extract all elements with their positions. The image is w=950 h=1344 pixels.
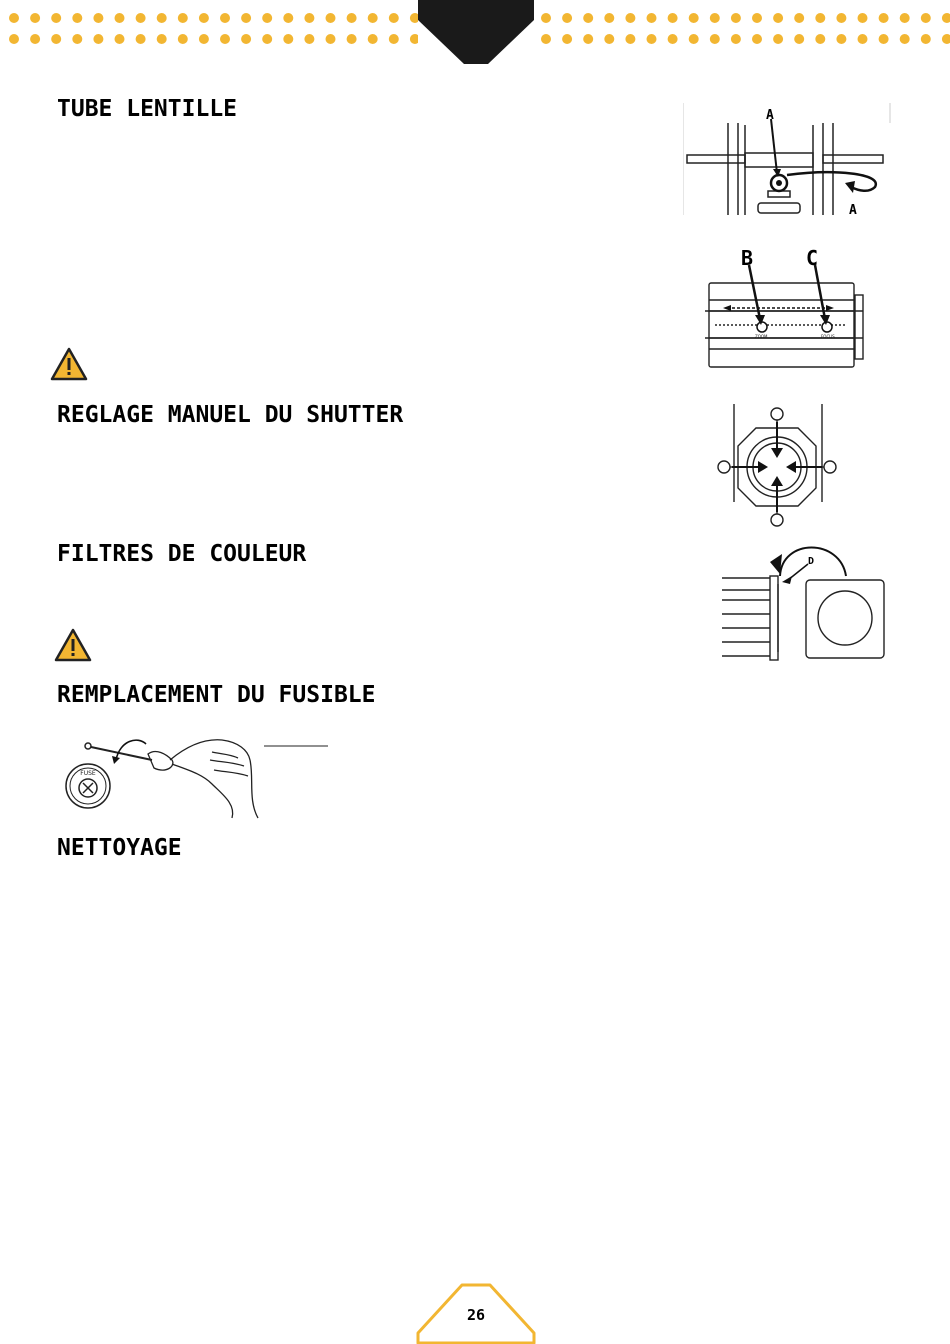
header-dot: [858, 13, 868, 23]
label-zoom: ZOOM: [755, 334, 768, 339]
header-dot: [921, 13, 931, 23]
header-dot: [304, 34, 314, 44]
header-dot: [562, 34, 572, 44]
lens-tube-figure: [683, 103, 891, 218]
header-dot: [836, 13, 846, 23]
warning-icon: [54, 628, 92, 662]
header-dot: [72, 13, 82, 23]
header-dot: [942, 13, 950, 23]
header-dot: [668, 13, 678, 23]
header-dot: [157, 34, 167, 44]
label-focus: FOCUS: [821, 334, 835, 339]
header-dot: [347, 13, 357, 23]
header-dot: [942, 34, 950, 44]
label-c: C: [806, 246, 819, 270]
header-dot: [541, 34, 551, 44]
page-number: 26: [466, 1306, 486, 1324]
header-dot: [583, 13, 593, 23]
header-dot: [241, 13, 251, 23]
header-dot: [731, 34, 741, 44]
header-dot: [668, 34, 678, 44]
header-dot: [51, 34, 61, 44]
header-dot: [136, 13, 146, 23]
header-dot: [115, 34, 125, 44]
header-dot: [836, 34, 846, 44]
header-dot: [647, 13, 657, 23]
header-dot: [731, 13, 741, 23]
header-dot: [262, 34, 272, 44]
header-dot: [752, 34, 762, 44]
header-dot: [115, 13, 125, 23]
heading-tube-lentille: TUBE LENTILLE: [57, 96, 238, 122]
header-dot: [815, 34, 825, 44]
heading-fusible: REMPLACEMENT DU FUSIBLE: [57, 682, 376, 708]
header-dot: [710, 34, 720, 44]
header-dot: [30, 13, 40, 23]
header-dots-right: [540, 10, 950, 50]
header-dot: [199, 13, 209, 23]
header-dot: [304, 13, 314, 23]
header-dot: [647, 34, 657, 44]
header-dot: [794, 34, 804, 44]
label-a-top: A: [766, 108, 774, 123]
header-dot: [583, 34, 593, 44]
header-dot: [262, 13, 272, 23]
header-dot: [220, 34, 230, 44]
warning-icon: [50, 347, 88, 381]
header-dot: [900, 13, 910, 23]
label-d: D: [808, 556, 815, 567]
shutter-figure: [712, 402, 842, 528]
header-dot: [93, 34, 103, 44]
header-dot: [604, 34, 614, 44]
label-a-side: A: [849, 203, 857, 218]
header-dots-left: [8, 10, 418, 50]
header-dot: [410, 13, 418, 23]
header-dot: [136, 34, 146, 44]
heading-nettoyage: NETTOYAGE: [57, 835, 182, 861]
header-dot: [220, 13, 230, 23]
header-dot: [178, 13, 188, 23]
header-dot: [900, 34, 910, 44]
header-dot: [326, 34, 336, 44]
header-dot: [858, 34, 868, 44]
gel-frame-figure: [722, 528, 888, 662]
header-dot: [389, 34, 399, 44]
header-dot: [326, 13, 336, 23]
header-dot: [710, 13, 720, 23]
header-dot: [72, 34, 82, 44]
header-dot: [9, 13, 19, 23]
header-dot: [199, 34, 209, 44]
header-dot: [689, 34, 699, 44]
header-dot: [815, 13, 825, 23]
label-b: B: [741, 246, 754, 270]
header-dot: [625, 13, 635, 23]
header-dot: [9, 34, 19, 44]
header-dot: [30, 34, 40, 44]
header-dot: [93, 13, 103, 23]
header-dot: [157, 13, 167, 23]
header-dot: [283, 13, 293, 23]
header-dot: [241, 34, 251, 44]
heading-filtres: FILTRES DE COULEUR: [57, 541, 307, 567]
zoom-focus-figure: [705, 245, 865, 375]
header-dot: [283, 34, 293, 44]
header-dot: [389, 13, 399, 23]
header-dot: [921, 34, 931, 44]
header-dot: [773, 34, 783, 44]
header-tab: [418, 0, 534, 66]
header-dot: [879, 13, 889, 23]
header-dot: [51, 13, 61, 23]
header-dot: [347, 34, 357, 44]
header-dot: [604, 13, 614, 23]
header-dot: [562, 13, 572, 23]
header-dot: [368, 34, 378, 44]
header-dot: [794, 13, 804, 23]
header-dot: [752, 13, 762, 23]
header-dot: [178, 34, 188, 44]
fuse-cap-text: FUSE: [80, 770, 96, 777]
header-dot: [410, 34, 418, 44]
header-dot: [689, 13, 699, 23]
header-dot: [368, 13, 378, 23]
header-dot: [879, 34, 889, 44]
header-dot: [773, 13, 783, 23]
header-dot: [625, 34, 635, 44]
heading-shutter: REGLAGE MANUEL DU SHUTTER: [57, 402, 404, 428]
header-dot: [541, 13, 551, 23]
fuse-figure: [62, 730, 332, 822]
